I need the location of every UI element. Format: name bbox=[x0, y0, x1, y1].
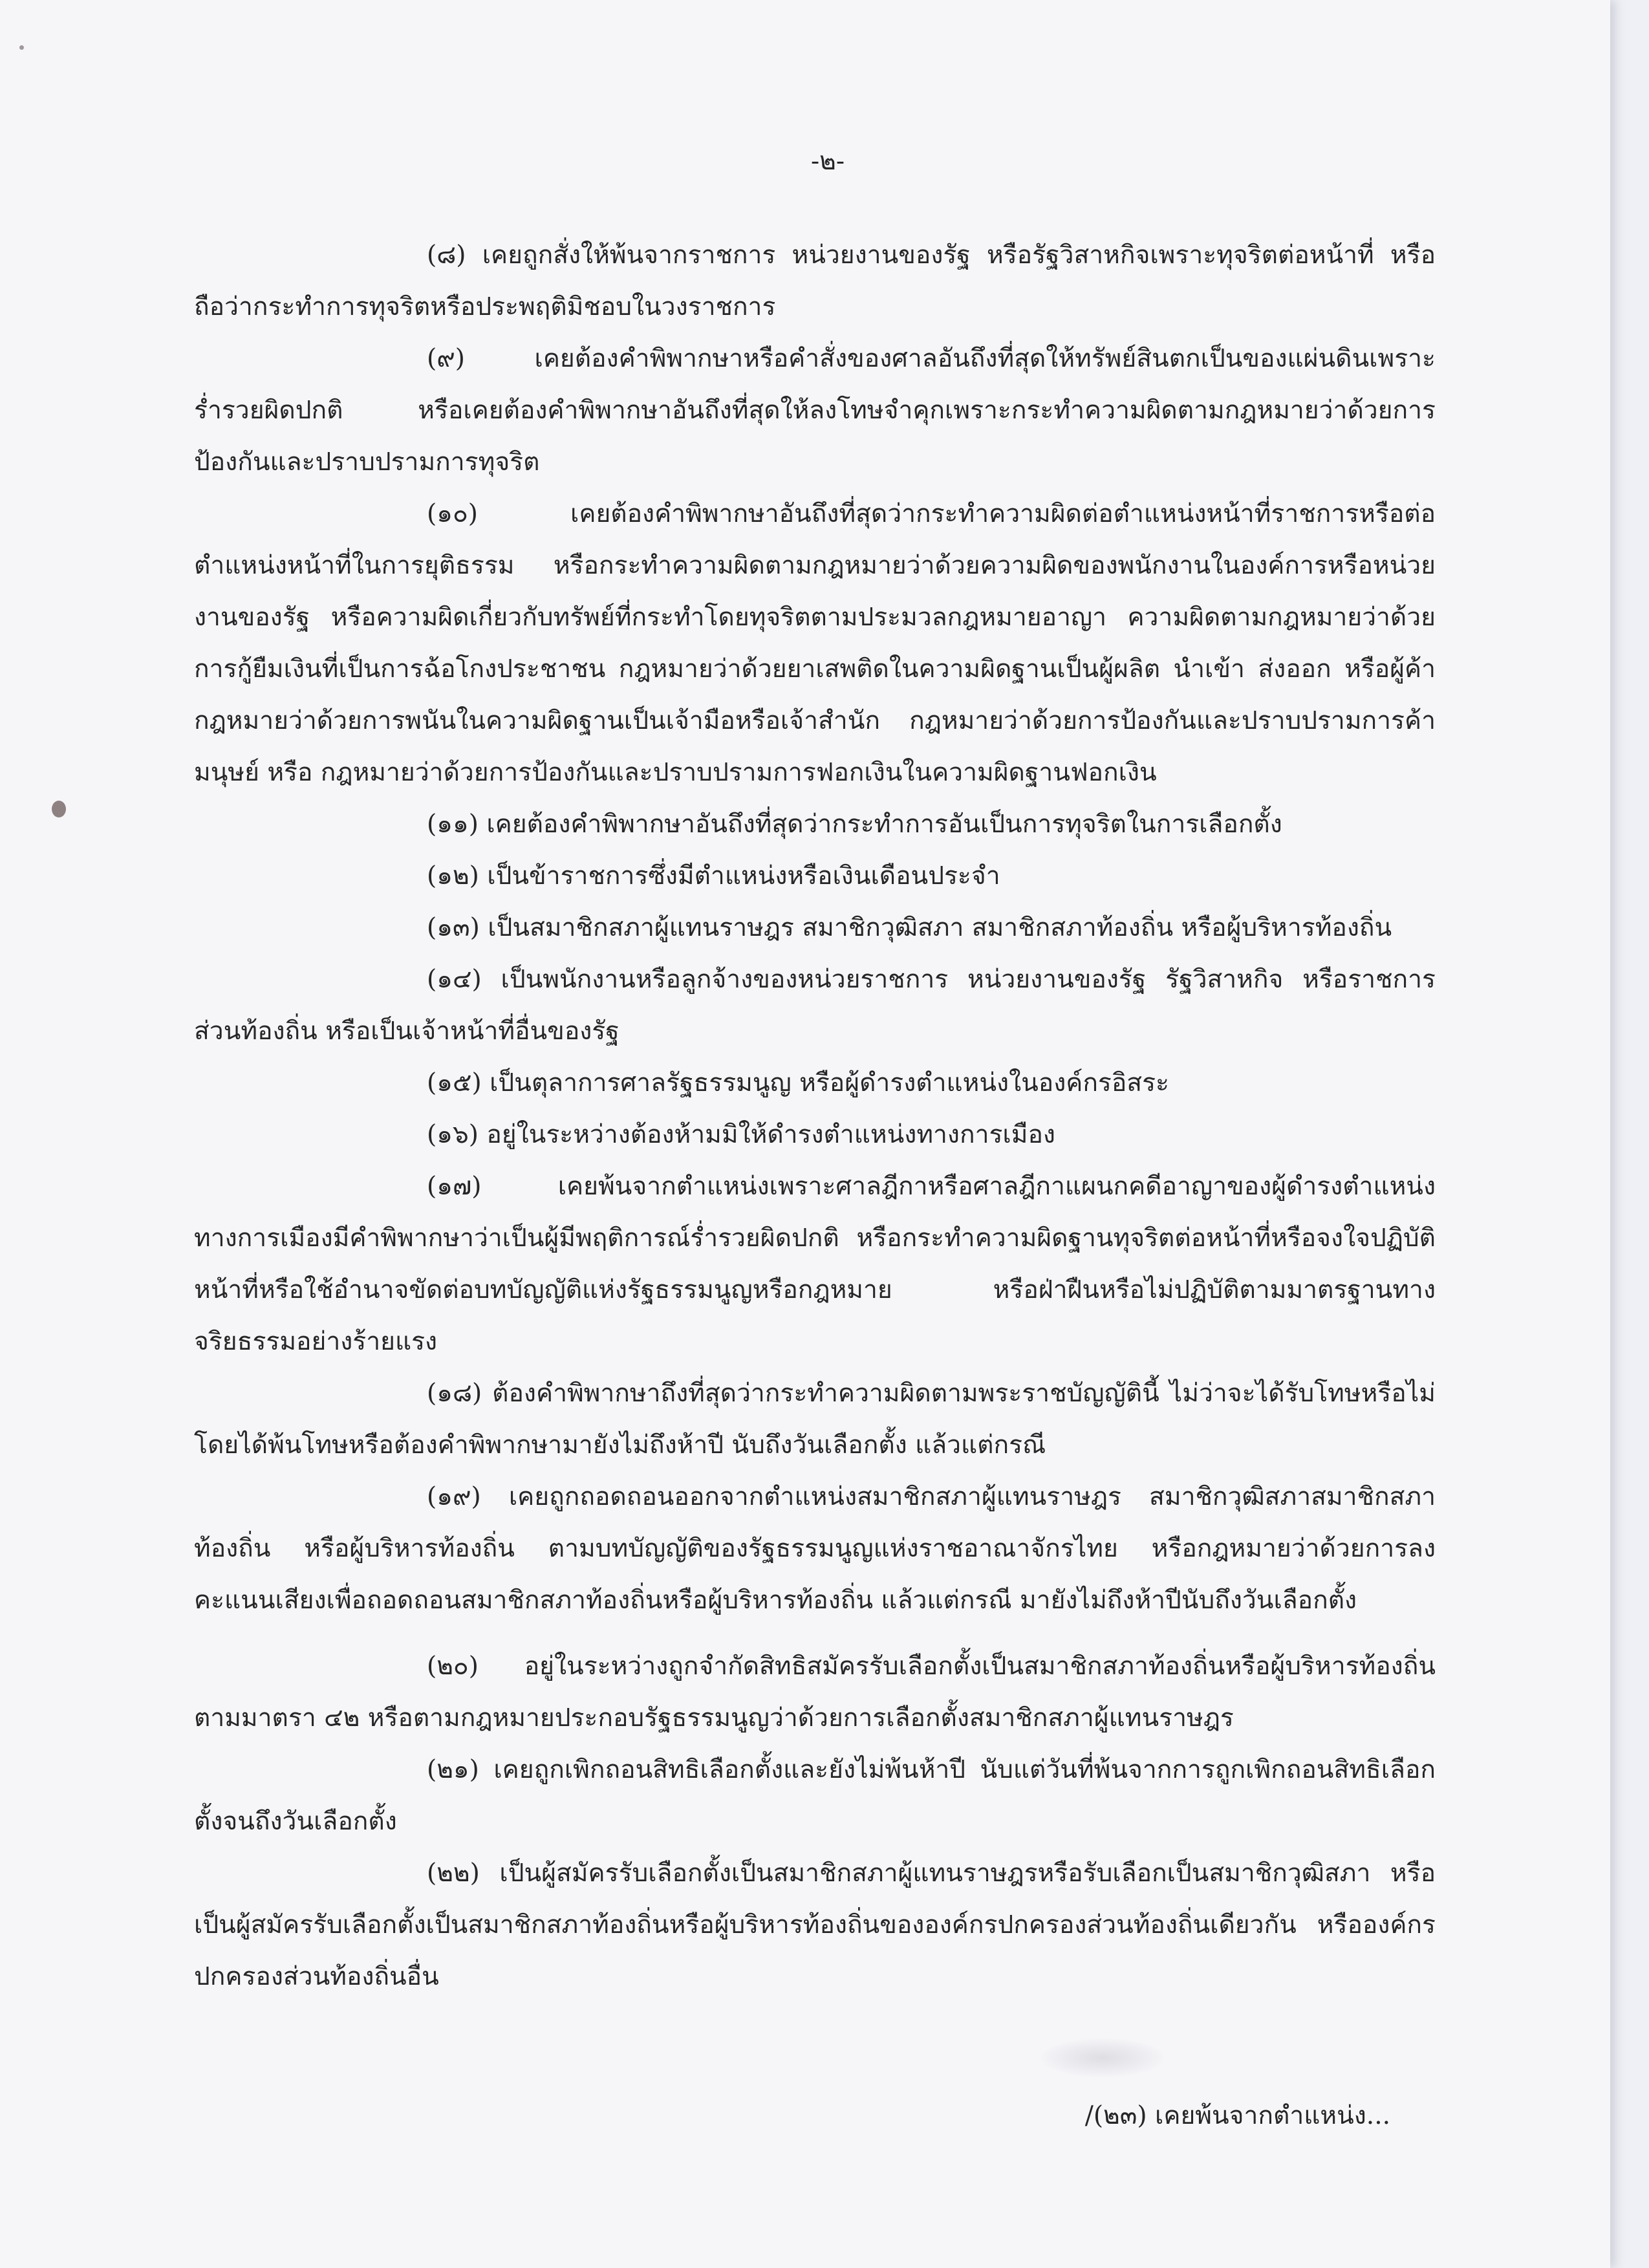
clause-17: (๑๗) เคยพ้นจากตำแหน่งเพราะศาลฎีกาหรือศาลฎีกาแผนกคดีอาญาของผู้ดำรงตำแหน่งทางการเมืองมีคำพิพากษาว่าเป็นผู้มีพฤติการณ์ร่ำรวยผิดปกติ หรือกระทำความผิดฐานทุจริตต่อหน้าที่หรือจงใจปฏิบัติหน้าที่หรือใช้อำนาจขัดต่อบทบัญญัติแห่งรัฐธรรมนูญหรือกฎหมาย หรือฝ่าฝืนหรือไม่ปฏิบัติตามมาตรฐานทางจริยธรรมอย่างร้ายแรง bbox=[194, 1172, 1436, 1356]
clause-12: (๑๒) เป็นข้าราชการซึ่งมีตำแหน่งหรือเงินเดือนประจำ bbox=[427, 861, 1000, 891]
clause-21: (๒๑) เคยถูกเพิกถอนสิทธิเลือกตั้งและยังไม่พ้นห้าปี นับแต่วันที่พ้นจากการถูกเพิกถอนสิทธิเลือกตั้งจนถึงวันเลือกตั้ง bbox=[194, 1755, 1436, 1836]
clause-18: (๑๘) ต้องคำพิพากษาถึงที่สุดว่ากระทำความผิดตามพระราชบัญญัตินี้ ไม่ว่าจะได้รับโทษหรือไม่ โดยได้พ้นโทษหรือต้องคำพิพากษามายังไม่ถึงห้าปี นับถึงวันเลือกตั้ง แล้วแต่กรณี bbox=[194, 1379, 1436, 1460]
clause-20: (๒๐) อยู่ในระหว่างถูกจำกัดสิทธิสมัครรับเลือกตั้งเป็นสมาชิกสภาท้องถิ่นหรือผู้บริหารท้องถิ่น ตามมาตรา ๔๒ หรือตามกฎหมายประกอบรัฐธรรมนูญว่าด้วยการเลือกตั้งสมาชิกสภาผู้แทนราษฎร bbox=[194, 1652, 1436, 1733]
smudge-mark bbox=[1041, 2038, 1164, 2077]
document-body bbox=[194, 139, 1436, 2003]
clause-16: (๑๖) อยู่ในระหว่างต้องห้ามมิให้ดำรงตำแหน่งทางการเมือง bbox=[427, 1120, 1055, 1149]
clause-22: (๒๒) เป็นผู้สมัครรับเลือกตั้งเป็นสมาชิกสภาผู้แทนราษฎรหรือรับเลือกเป็นสมาชิกวุฒิสภา หรือเป็นผู้สมัครรับเลือกตั้งเป็นสมาชิกสภาท้องถิ่นหรือผู้บริหารท้องถิ่นขององค์กรปกครองส่วนท้องถิ่นเดียวกัน หรือองค์กรปกครองส่วนท้องถิ่นอื่น bbox=[194, 1859, 1436, 1991]
clause-15: (๑๕) เป็นตุลาการศาลรัฐธรรมนูญ หรือผู้ดำรงตำแหน่งในองค์กรอิสระ bbox=[427, 1068, 1170, 1097]
clause-19: (๑๙) เคยถูกถอดถอนออกจากตำแหน่งสมาชิกสภาผู้แทนราษฎร สมาชิกวุฒิสภาสมาชิกสภาท้องถิ่น หรือผู้บริหารท้องถิ่น ตามบทบัญญัติของรัฐธรรมนูญแห่งราชอาณาจักรไทย หรือกฎหมายว่าด้วยการลงคะแนนเสียงเพื่อถอดถอนสมาชิกสภาท้องถิ่นหรือผู้บริหารท้องถิ่น แล้วแต่กรณี มายังไม่ถึงห้าปีนับถึงวันเลือกตั้ง bbox=[194, 1482, 1436, 1615]
clause-11: (๑๑) เคยต้องคำพิพากษาอันถึงที่สุดว่ากระทำการอันเป็นการทุจริตในการเลือกตั้ง bbox=[427, 810, 1282, 839]
clause-14: (๑๔) เป็นพนักงานหรือลูกจ้างของหน่วยราชการ หน่วยงานของรัฐ รัฐวิสาหกิจ หรือราชการส่วนท้องถิ่น หรือเป็นเจ้าหน้าที่อื่นของรัฐ bbox=[194, 965, 1436, 1046]
ink-speck bbox=[19, 45, 24, 50]
clause-13: (๑๓) เป็นสมาชิกสภาผู้แทนราษฎร สมาชิกวุฒิสภา สมาชิกสภาท้องถิ่น หรือผู้บริหารท้องถิ่น bbox=[427, 913, 1392, 942]
continuation-note: /(๒๓) เคยพ้นจากตำแหน่ง... bbox=[1084, 2101, 1390, 2130]
ink-speck bbox=[52, 801, 66, 817]
page-number: -๒- bbox=[810, 147, 845, 176]
clause-9: (๙) เคยต้องคำพิพากษาหรือคำสั่งของศาลอันถึงที่สุดให้ทรัพย์สินตกเป็นของแผ่นดินเพราะร่ำรวยผิดปกติ หรือเคยต้องคำพิพากษาอันถึงที่สุดให้ลงโทษจำคุกเพราะกระทำความผิดตามกฎหมายว่าด้วยการป้องกันและปราบปรามการทุจริต bbox=[194, 344, 1436, 477]
clause-8: (๘) เคยถูกสั่งให้พ้นจากราชการ หน่วยงานของรัฐ หรือรัฐวิสาหกิจเพราะทุจริตต่อหน้าที่ หรือถือว่ากระทำการทุจริตหรือประพฤติมิชอบในวงราชการ bbox=[194, 241, 1436, 321]
clause-10: (๑๐) เคยต้องคำพิพากษาอันถึงที่สุดว่ากระทำความผิดต่อตำแหน่งหน้าที่ราชการหรือต่อตำแหน่งหน้าที่ในการยุติธรรม หรือกระทำความผิดตามกฎหมายว่าด้วยความผิดของพนักงานในองค์การหรือหน่วยงานของรัฐ หรือความผิดเกี่ยวกับทรัพย์ที่กระทำโดยทุจริตตามประมวลกฎหมายอาญา ความผิดตามกฎหมายว่าด้วยการกู้ยืมเงินที่เป็นการฉ้อโกงประชาชน กฎหมายว่าด้วยยาเสพติดในความผิดฐานเป็นผู้ผลิต นำเข้า ส่งออก หรือผู้ค้า กฎหมายว่าด้วยการพนันในความผิดฐานเป็นเจ้ามือหรือเจ้าสำนัก กฎหมายว่าด้วยการป้องกันและปราบปรามการค้ามนุษย์ หรือ กฎหมายว่าด้วยการป้องกันและปราบปรามการฟอกเงินในความผิดฐานฟอกเงิน bbox=[194, 499, 1436, 787]
